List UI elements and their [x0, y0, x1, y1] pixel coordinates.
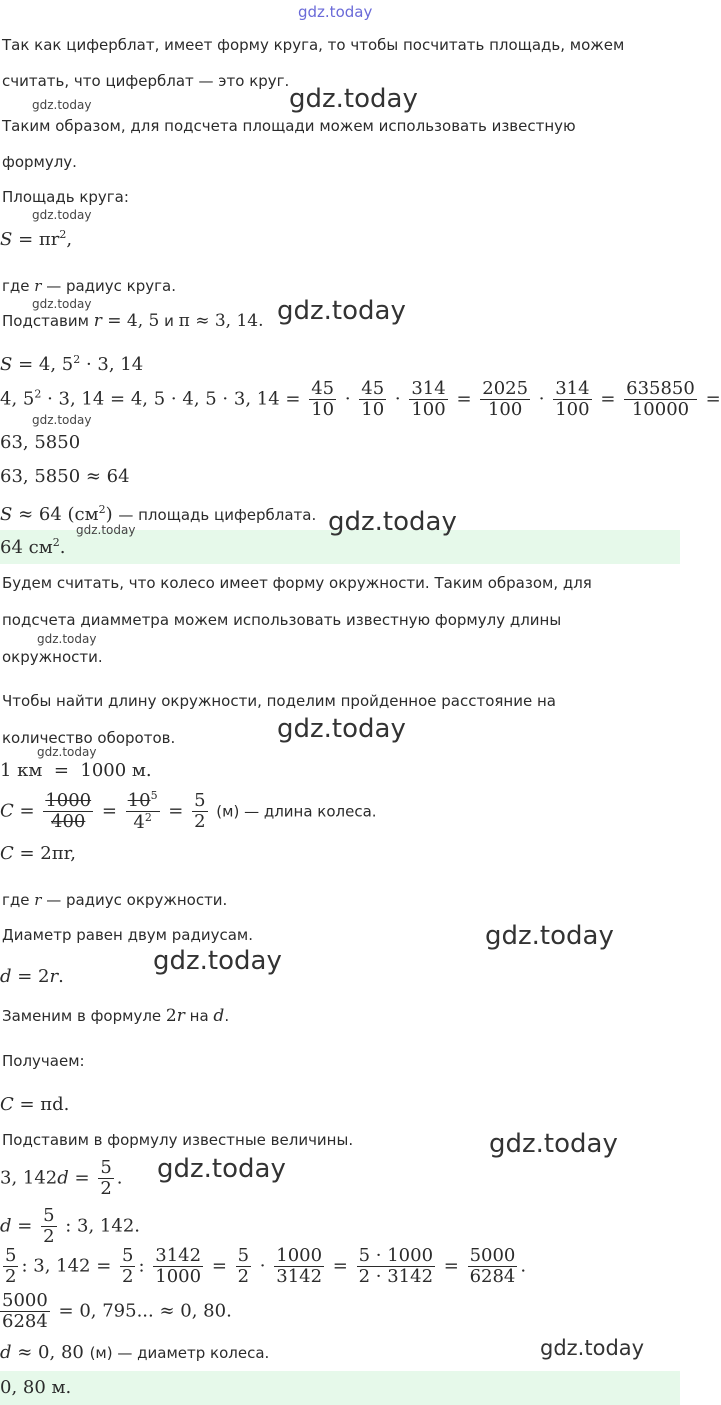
formula: C = 2πr,: [0, 843, 76, 864]
watermark: gdz.today: [277, 296, 406, 326]
watermark: gdz.today: [328, 507, 457, 537]
formula: 63, 5850 ≈ 64: [0, 466, 130, 487]
formula: 3, 142d = $\frac{5}{2}$ .: [0, 1157, 123, 1199]
formula: $\frac{5000}{6284}$ = 0, 795... ≈ 0, 80.: [2, 1290, 232, 1332]
paragraph-line: Таким образом, для подсчета площади можем использовать известную: [2, 117, 576, 135]
watermark: gdz.today: [289, 84, 418, 114]
formula: d ≈ 0, 80 (м) — диаметр колеса.: [0, 1342, 270, 1363]
formula: d = $\frac{5}{2}$ : 3, 142.: [0, 1205, 140, 1247]
watermark: gdz.today: [32, 413, 92, 427]
answer: 0, 80 м.: [0, 1377, 72, 1398]
paragraph-line: формулу.: [2, 153, 77, 171]
watermark: gdz.today: [489, 1129, 618, 1159]
answer-highlight: [0, 1371, 680, 1405]
watermark: gdz.today: [32, 98, 92, 112]
paragraph-line: где r — радиус круга.: [2, 277, 176, 295]
watermark: gdz.today: [153, 946, 282, 976]
paragraph-line: где r — радиус окружности.: [2, 891, 228, 909]
watermark: gdz.today: [37, 745, 97, 759]
paragraph-line: Так как циферблат, имеет форму круга, то чтобы посчитать площадь, можем: [2, 36, 625, 54]
watermark: gdz.today: [540, 1336, 645, 1360]
formula-long: 4, $5^2 \cdot 3$, 14 = 4, 5 · 4, 5 · 3, 14 = $\frac{45}{10}$ · $\frac{45}{10}$ · $\frac{314}{100}$ = $\frac{2025}{100}$ · $\frac{314}{100}$ = $\frac{635850}{10000}$ =: [0, 378, 721, 420]
paragraph-line: Площадь круга:: [2, 188, 129, 206]
paragraph-line: подсчета диамметра можем использовать известную формулу длины: [2, 611, 562, 629]
formula: 63, 5850: [0, 432, 81, 453]
formula: C = $\frac{1000}{400}$ = $\frac{10^5}{4^2}$ = $\frac{5}{2}$ (м) — длина колеса.: [0, 789, 377, 833]
paragraph-line: количество оборотов.: [2, 729, 176, 747]
paragraph-line: Чтобы найти длину окружности, поделим пройденное расстояние на: [2, 692, 556, 710]
formula: C = πd.: [0, 1094, 70, 1115]
formula: S = 4, $5^2 \cdot 3$, 14: [0, 353, 144, 375]
watermark: gdz.today: [485, 921, 614, 951]
paragraph-line: Получаем:: [2, 1052, 85, 1070]
watermark-top: gdz.today: [298, 3, 373, 21]
watermark: gdz.today: [277, 714, 406, 744]
paragraph-line: Будем считать, что колесо имеет форму окружности. Таким образом, для: [2, 574, 592, 592]
paragraph-line: Подставим r = 4, 5 и π ≈ 3, 14.: [2, 311, 264, 331]
watermark: gdz.today: [32, 208, 92, 222]
paragraph-line: окружности.: [2, 648, 103, 666]
watermark: gdz.today: [157, 1154, 286, 1184]
paragraph-line: Подставим в формулу известные величины.: [2, 1131, 354, 1149]
watermark: gdz.today: [76, 523, 136, 537]
paragraph-line: Диаметр равен двум радиусам.: [2, 926, 253, 944]
answer: 64 $см^2$.: [0, 536, 66, 558]
watermark: gdz.today: [32, 297, 92, 311]
formula-long: $\frac{5}{2}$ : 3, 142 = $\frac{5}{2}$ : $\frac{3142}{1000}$ = $\frac{5}{2}$ · $\frac{1000}{3142}$ = $\frac{5 \cdot 1000}{2 \cdot 3142}$ = $\frac{5000}{6284}$ .: [5, 1245, 527, 1287]
paragraph-line: считать, что циферблат — это круг.: [2, 72, 290, 90]
formula: S ≈ 64 $(см^2)$ — площадь циферблата.: [0, 503, 317, 525]
formula: 1 км = 1000 м.: [0, 760, 152, 781]
watermark: gdz.today: [37, 632, 97, 646]
formula: d = 2r.: [0, 966, 64, 987]
formula: $S = \pi r^2$,: [0, 228, 73, 250]
paragraph-line: Заменим в формуле 2r на d.: [2, 1006, 230, 1026]
